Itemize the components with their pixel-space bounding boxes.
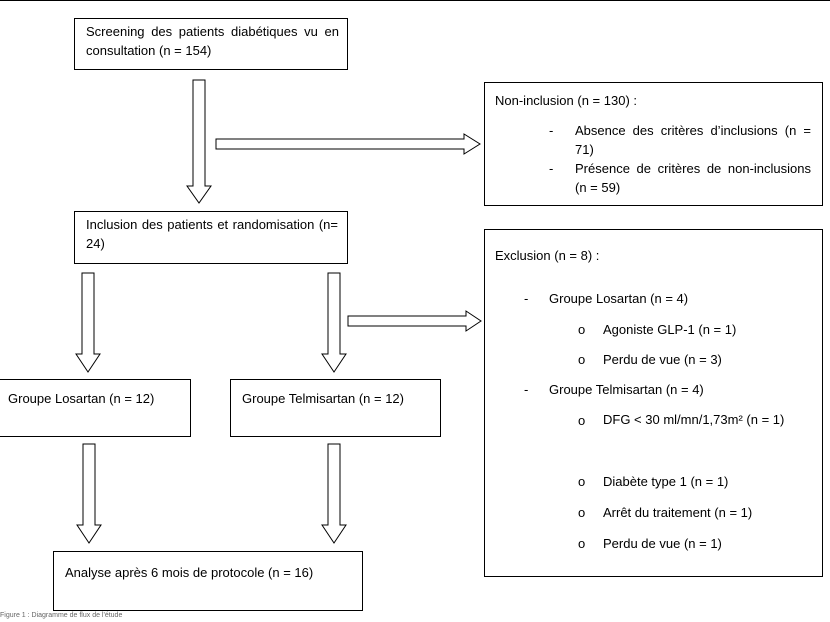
exclusion-item: Perdu de vue (n = 1) — [603, 536, 722, 551]
exclusion-item: Diabète type 1 (n = 1) — [603, 474, 729, 489]
exclusion-item: DFG < 30 ml/mn/1,73m² (n = 1) — [603, 412, 785, 427]
arrow-telmisartan-to-analyse — [322, 444, 346, 543]
dash-marker: - — [549, 123, 554, 138]
inclusion-box — [74, 211, 348, 264]
bullet-marker: o — [578, 322, 586, 337]
exclusion-item: Arrêt du traitement (n = 1) — [603, 505, 753, 520]
arrow-losartan-to-analyse — [77, 444, 101, 543]
dash-marker: - — [524, 382, 529, 397]
losartan-box — [0, 379, 191, 437]
telmisartan-text: Groupe Telmisartan (n = 12) — [242, 391, 404, 406]
dash-marker: - — [524, 291, 529, 306]
exclusion-group-telmisartan: Groupe Telmisartan (n = 4) — [549, 382, 704, 397]
analyse-box — [53, 551, 363, 611]
exclusion-group-losartan: Groupe Losartan (n = 4) — [549, 291, 689, 306]
inclusion-text: Inclusion des patients et randomisation (n= 24) — [86, 217, 338, 251]
screening-text: Screening des patients diabétiques vu en consultation (n = 154) — [86, 24, 339, 58]
exclusion-box — [484, 229, 823, 577]
exclusion-item: Perdu de vue (n = 3) — [603, 352, 722, 367]
figure-caption: Figure 1 : Diagramme de flux de l'étude — [0, 612, 123, 619]
non-inclusion-item: Absence des critères d’inclusions (n = 71) — [575, 123, 811, 157]
telmisartan-box — [230, 379, 441, 437]
dash-marker: - — [549, 161, 554, 176]
arrow-inclusion-to-telmisartan — [322, 273, 346, 372]
losartan-text: Groupe Losartan (n = 12) — [8, 391, 155, 406]
exclusion-title: Exclusion (n = 8) : — [495, 248, 600, 263]
bullet-marker: o — [578, 505, 586, 520]
exclusion-item: Agoniste GLP-1 (n = 1) — [603, 322, 737, 337]
bullet-marker: o — [578, 474, 586, 489]
arrow-to-exclusion — [348, 311, 481, 331]
non-inclusion-item: Présence de critères de non-inclusions (n = 59) — [575, 161, 811, 195]
arrow-to-non-inclusion — [216, 134, 480, 154]
non-inclusion-box — [484, 82, 823, 206]
bullet-marker: o — [578, 536, 586, 551]
non-inclusion-title: Non-inclusion (n = 130) : — [495, 93, 637, 108]
analyse-text: Analyse après 6 mois de protocole (n = 16) — [65, 565, 314, 580]
bullet-marker: o — [578, 352, 586, 367]
bullet-marker: o — [578, 413, 586, 428]
arrow-screening-to-inclusion — [187, 80, 211, 203]
arrow-inclusion-to-losartan — [76, 273, 100, 372]
screening-box — [74, 18, 348, 70]
